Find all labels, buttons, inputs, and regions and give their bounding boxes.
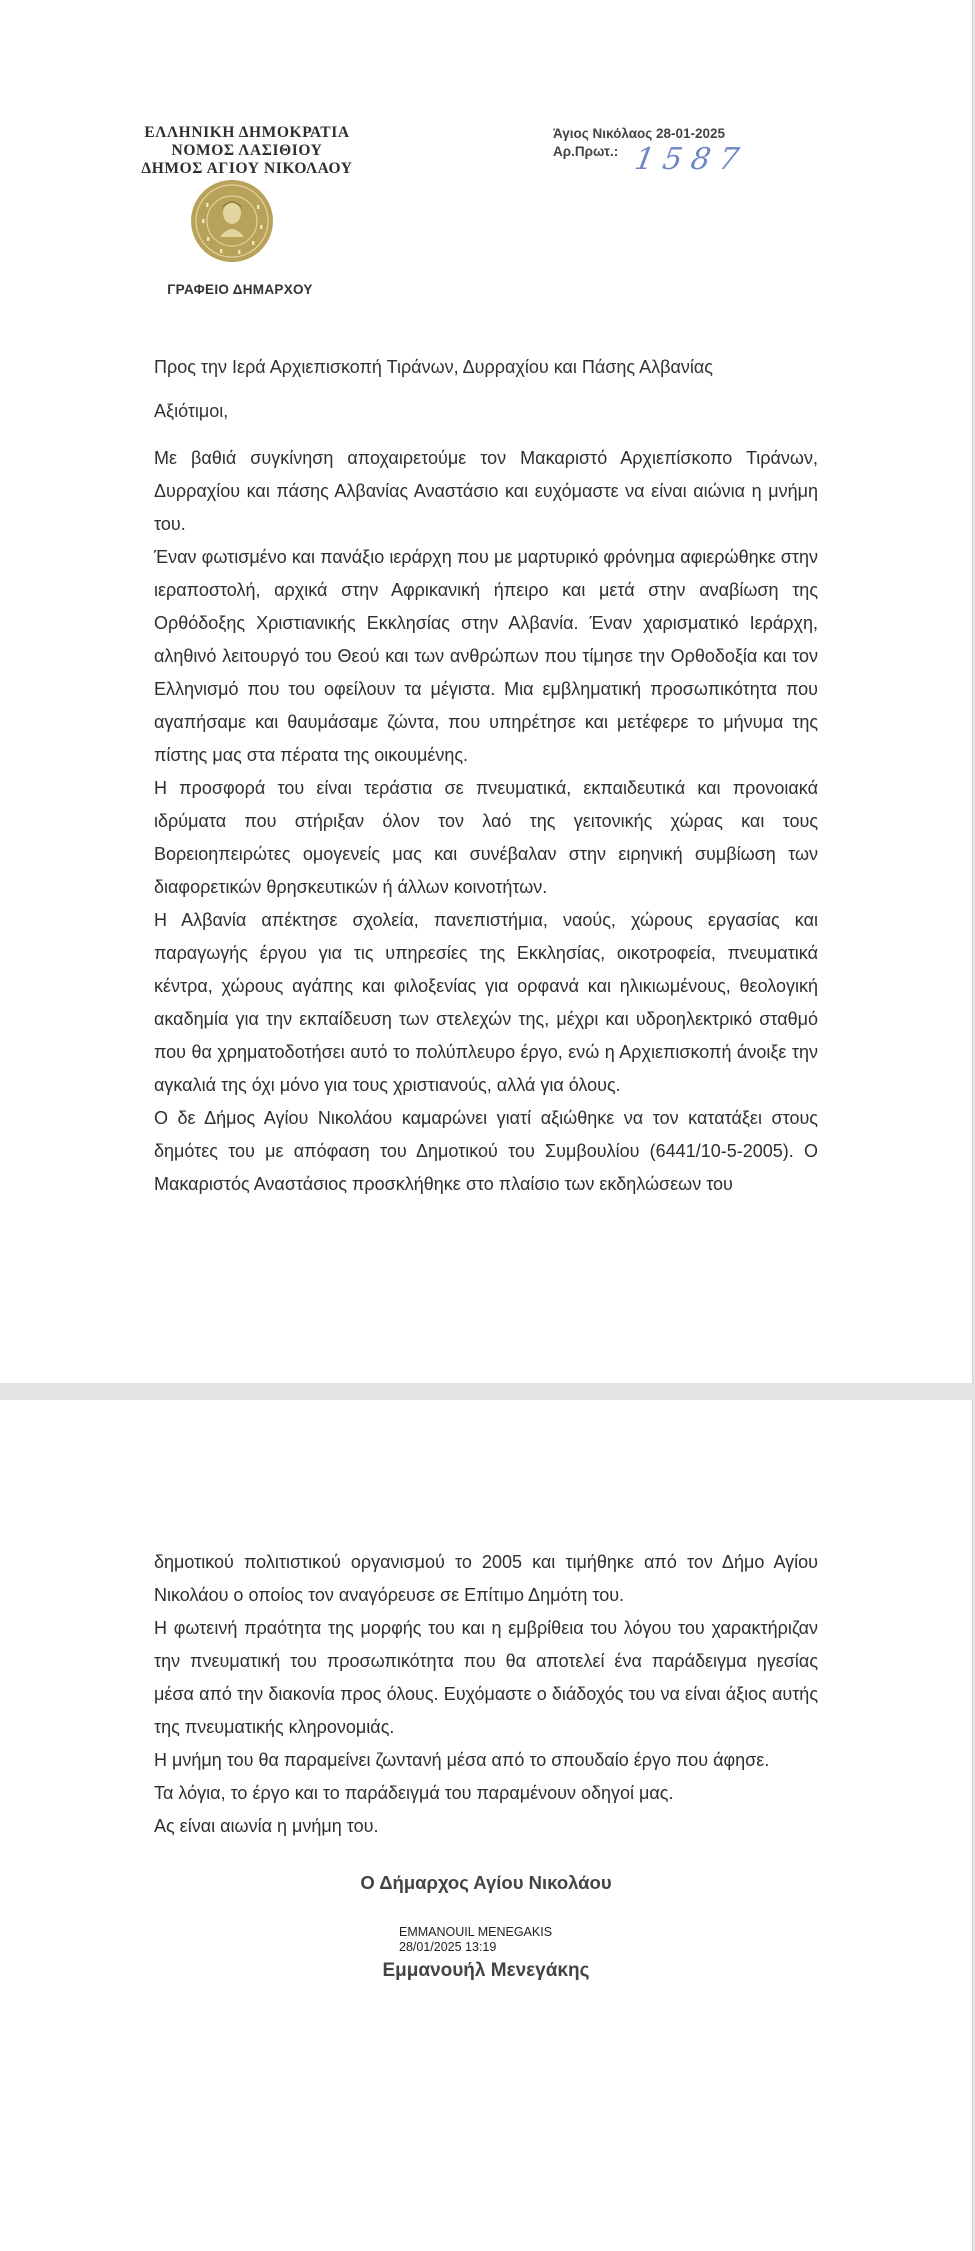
paragraph: Η Αλβανία απέκτησε σχολεία, πανεπιστήμια, ναούς, χώρους εργασίας και παραγωγής έργου για τις υπηρεσίες της Εκκλησίας, οικοτροφεία, πνευματικά κέντρα, χώρους αγάπης και φιλοξενίας για ορφανά και ηλικιωμένους, θεολογική ακαδημία για την εκπαίδευση των στελεχών της, μέχρι και υδροηλεκτρικό σταθμό που θα χρηματοδοτήσει αυτό το πολύπλευρο έργο, ενώ η Αρχιεπισκοπή άνοιξε την αγκαλιά της όχι μόνο για τους χριστιανούς, αλλά για όλους. xyxy=(154,910,818,1095)
signatory-name: Εμμανουήλ Μενεγάκης xyxy=(382,1960,590,1981)
issuer-line-municipality: ΔΗΜΟΣ ΑΓΙΟΥ ΝΙΚΟΛΑΟΥ xyxy=(141,160,353,177)
letter-date: Άγιος Νικόλαος 28-01-2025 xyxy=(553,126,726,141)
paragraph: Η μνήμη του θα παραμείνει ζωντανή μέσα από το σπουδαίο έργο που άφησε. xyxy=(154,1750,770,1770)
paragraph: Ας είναι αιωνία η μνήμη του. xyxy=(154,1816,379,1836)
paragraph: Η φωτεινή πραότητα της μορφής του και η εμβρίθεια του λόγου του χαρακτήριζαν την πνευματική του προσωπικότητα που θα αποτελεί ένα παράδειγμα ηγεσίας μέσα από την διακονία προς όλους. Ευχόμαστε ο διάδοχός του να είναι άξιος αυτής της πνευματικής κληρονομιάς. xyxy=(154,1618,818,1737)
issuer-block xyxy=(138,124,356,178)
digital-signature-name: EMMANOUIL MENEGAKIS xyxy=(399,1925,553,1939)
issuer-line-state: ΕΛΛΗΝΙΚΗ ΔΗΜΟΚΡΑΤΙΑ xyxy=(144,124,350,141)
letter-body-page-1 xyxy=(154,442,818,1201)
paragraph: Έναν φωτισμένο και πανάξιο ιεράρχη που με μαρτυρικό φρόνημα αφιερώθηκε στην ιεραποστολή, αρχικά στην Αφρικανική ήπειρο και μετά στην αναβίωση της Ορθόδοξης Χριστιανικής Εκκλησίας στην Αλβανία. Έναν χαρισματικό Ιεράρχη, αληθινό λειτουργό του Θεού και των ανθρώπων που τίμησε την Ορθοδοξία και τον Ελληνισμό που του οφείλουν τα μέγιστα. Μια εμβληματική προσωπικότητα που αγαπήσαμε και θαυμάσαμε ζώντα, που υπηρέτησε και μετέφερε το μήνυμα της πίστης μας στα πέρατα της οικουμένης. xyxy=(154,547,818,765)
paragraph: Η προσφορά του είναι τεράστια σε πνευματικά, εκπαιδευτικά και προνοιακά ιδρύματα που στήριξαν όλον τον λαό της γειτονικής χώρας και τους Βορειοηπειρώτες ομογενείς μας και συνέβαλαν στην ειρηνική συμβίωση των διαφορετικών θρησκευτικών ή άλλων κοινοτήτων. xyxy=(154,778,818,897)
paragraph: Με βαθιά συγκίνηση αποχαιρετούμε τον Μακαριστό Αρχιεπίσκοπο Τιράνων, Δυρραχίου και πάσης Αλβανίας Αναστάσιο και ευχόμαστε να είναι αιώνια η μνήμη του. xyxy=(154,448,818,534)
protocol-label: Αρ.Πρωτ.: xyxy=(553,144,619,159)
protocol-number-handwritten: 1587 xyxy=(631,142,751,177)
paragraph: Ο δε Δήμος Αγίου Νικολάου καμαρώνει γιατί αξιώθηκε να τον κατατάξει στους δημότες του με απόφαση του Δημοτικού του Συμβουλίου (6441/10-5-2005). Ο Μακαριστός Αναστάσιος προσκλήθηκε στο πλαίσιο των εκδηλώσεων του xyxy=(154,1108,818,1194)
signatory-title: Ο Δήμαρχος Αγίου Νικολάου xyxy=(360,1872,612,1893)
digital-signature-stamp xyxy=(399,1925,552,1955)
letter-body-page-2 xyxy=(154,1546,818,1843)
issuer-line-prefecture: ΝΟΜΟΣ ΛΑΣΙΘΙΟΥ xyxy=(171,142,323,159)
municipal-seal-icon xyxy=(190,179,274,263)
salutation: Αξιότιμοι, xyxy=(154,401,229,421)
recipient-line: Προς την Ιερά Αρχιεπισκοπή Τιράνων, Δυρραχίου και Πάσης Αλβανίας xyxy=(154,357,713,377)
paragraph: δημοτικού πολιτιστικού οργανισμού το 2005 και τιμήθηκε από τον Δήμο Αγίου Νικολάου ο οποίος τον αναγόρευσε σε Επίτιμο Δημότη του. xyxy=(154,1552,818,1605)
office-label: ΓΡΑΦΕΙΟ ΔΗΜΑΡΧΟΥ xyxy=(167,282,313,297)
digital-signature-datetime: 28/01/2025 13:19 xyxy=(399,1940,497,1954)
paragraph: Τα λόγια, το έργο και το παράδειγμά του παραμένουν οδηγοί μας. xyxy=(154,1783,674,1803)
document-page-2 xyxy=(0,1400,973,2251)
